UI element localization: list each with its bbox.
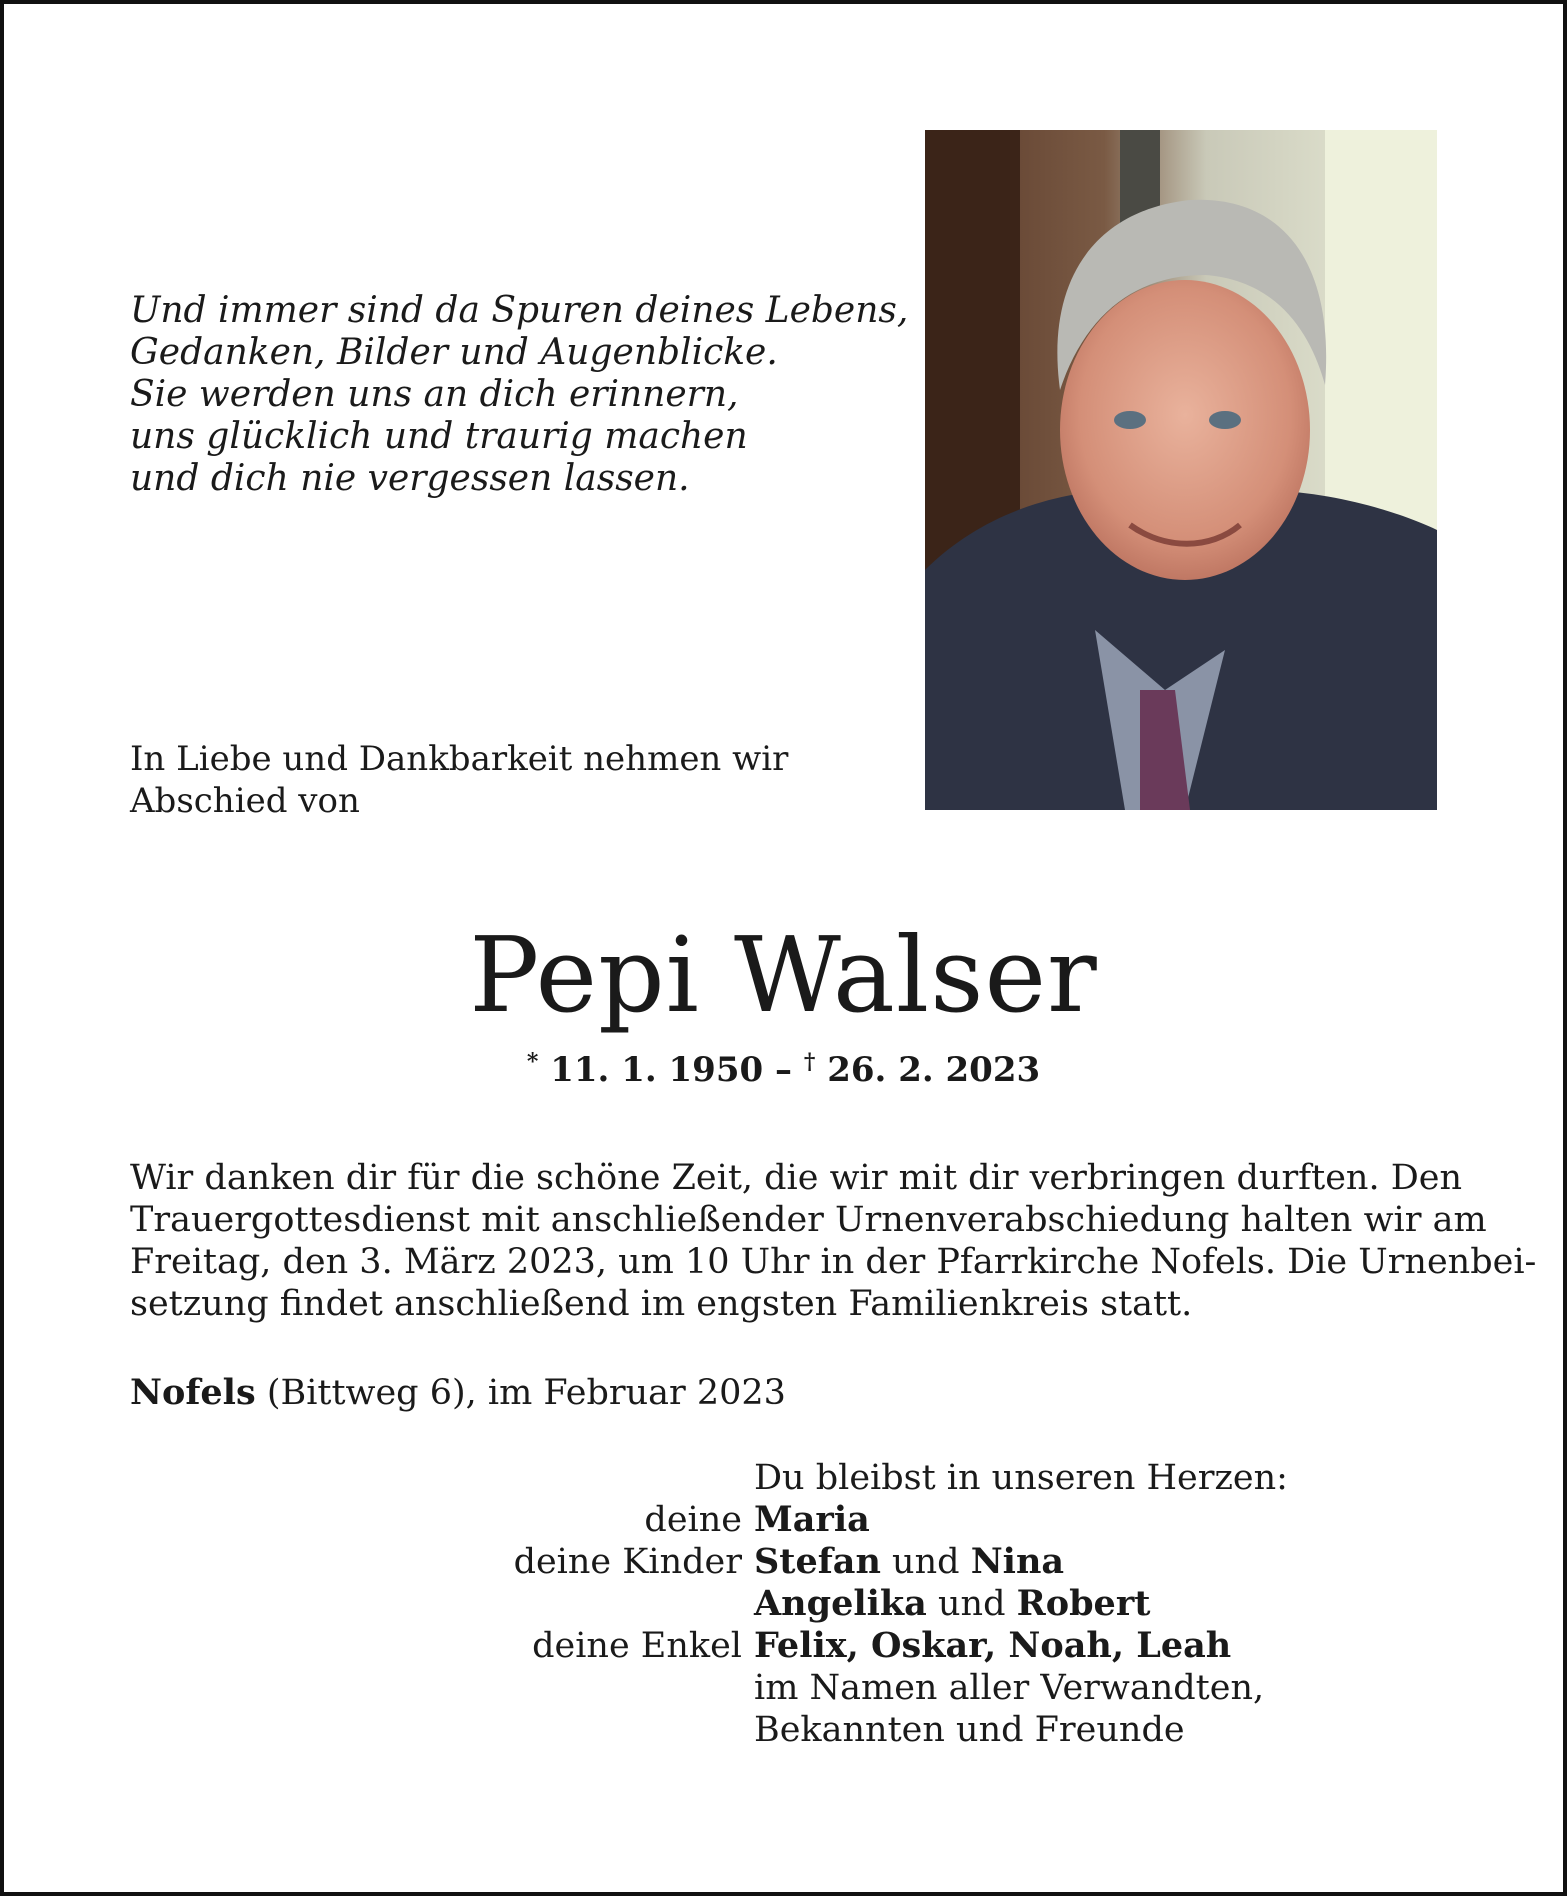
mourner-name: Maria	[754, 1499, 870, 1540]
birth-date: 11. 1. 1950	[550, 1050, 764, 1090]
portrait-illustration	[925, 130, 1437, 810]
mourner-name: Felix, Oskar, Noah, Leah	[754, 1625, 1232, 1666]
mourner-row	[0, 1541, 1567, 1583]
poem-line: Sie werden uns an dich erinnern,	[130, 374, 739, 415]
mourners-list	[0, 1457, 1567, 1751]
deceased-name: Pepi Walser	[469, 914, 1098, 1036]
poem-line: uns glücklich und traurig machen	[130, 416, 748, 457]
date-dash: –	[775, 1050, 792, 1090]
mourner-and: und	[892, 1542, 960, 1582]
poem	[130, 290, 908, 500]
mourners-heading-row	[0, 1457, 1567, 1499]
message-line: Trauergottesdienst mit anschließender Urnenverabschiedung halten wir am	[130, 1200, 1487, 1240]
farewell-line: In Liebe und Dankbarkeit nehmen wir	[130, 739, 789, 779]
life-dates	[0, 1040, 1567, 1092]
death-cross: †	[803, 1049, 816, 1075]
mourner-name: Stefan	[754, 1541, 881, 1582]
mourners-closing: im Namen aller Verwandten,	[754, 1668, 1265, 1708]
mourner-name: Angelika	[754, 1583, 927, 1624]
mourner-name: Nina	[970, 1541, 1065, 1582]
place-town: Nofels	[130, 1372, 256, 1413]
mourner-and: und	[938, 1584, 1006, 1624]
mourner-role: deine Kinder	[513, 1542, 742, 1582]
portrait-photo	[925, 130, 1437, 810]
mourner-row	[0, 1625, 1567, 1667]
mourner-row	[0, 1667, 1567, 1709]
birth-star: *	[526, 1049, 539, 1075]
mourners-closing: Bekannten und Freunde	[754, 1710, 1185, 1750]
message-line: Wir danken dir für die schöne Zeit, die wir mit dir verbringen durften. Den	[130, 1158, 1463, 1198]
mourner-role: deine Enkel	[532, 1626, 742, 1666]
message-line: setzung findet anschließend im engsten Familienkreis statt.	[130, 1284, 1193, 1324]
place-and-date	[130, 1372, 786, 1414]
death-date: 26. 2. 2023	[827, 1050, 1041, 1090]
poem-line: Und immer sind da Spuren deines Lebens,	[130, 290, 909, 331]
mourners-heading: Du bleibst in unseren Herzen:	[754, 1458, 1288, 1498]
mourner-row	[0, 1583, 1567, 1625]
farewell-text	[130, 738, 850, 822]
poem-line: und dich nie vergessen lassen.	[130, 458, 690, 499]
place-rest: (Bittweg 6), im Februar 2023	[266, 1373, 786, 1413]
farewell-line: Abschied von	[130, 781, 360, 821]
message-line: Freitag, den 3. März 2023, um 10 Uhr in der Pfarrkirche Nofels. Die Urnenbei-	[130, 1242, 1537, 1282]
poem-line: Gedanken, Bilder und Augenblicke.	[130, 332, 778, 373]
mourner-row	[0, 1499, 1567, 1541]
mourner-role: deine	[644, 1500, 742, 1540]
message-paragraph	[130, 1157, 1537, 1325]
mourner-name: Robert	[1016, 1583, 1151, 1624]
mourner-row	[0, 1709, 1567, 1751]
